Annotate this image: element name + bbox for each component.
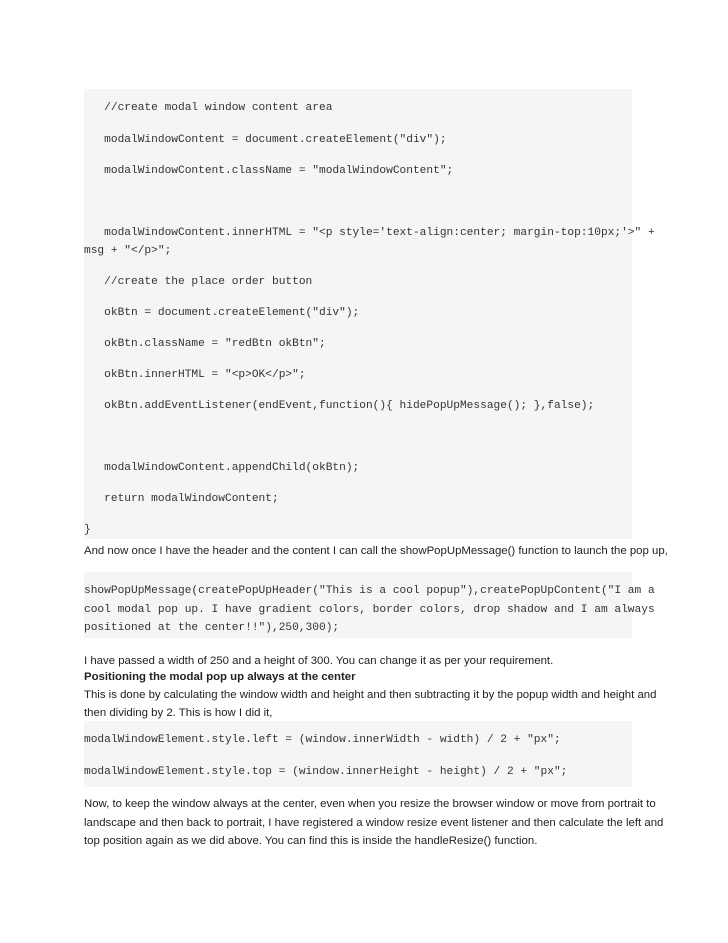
heading-positioning: Positioning the modal pop up always at the center <box>84 671 356 683</box>
paragraph-resize-line: Now, to keep the window always at the center, even when you resize the browser window or move from portrait to <box>84 798 656 810</box>
code-line: modalWindowContent.appendChild(okBtn); <box>84 462 360 474</box>
paragraph-width-height: I have passed a width of 250 and a height of 300. You can change it as per your requirement. <box>84 655 554 667</box>
code-block-showpopup-call <box>84 572 655 638</box>
paragraph-calculation-line: This is done by calculating the window width and height and then subtracting it by the popup width and height and <box>84 689 657 701</box>
code-line: modalWindowElement.style.top = (window.innerHeight - height) / 2 + "px"; <box>84 766 568 778</box>
code-line: modalWindowContent = document.createElement("div"); <box>84 134 447 146</box>
code-line: modalWindowContent.className = "modalWindowContent"; <box>84 165 454 177</box>
code-line: cool modal pop up. I have gradient colors, border colors, drop shadow and I am always <box>84 604 655 616</box>
code-line: msg + "</p>"; <box>84 245 172 257</box>
code-line: okBtn = document.createElement("div"); <box>84 307 360 319</box>
code-line: //create modal window content area <box>84 102 333 114</box>
code-line: } <box>84 524 91 536</box>
code-line: positioned at the center!!"),250,300); <box>84 622 340 634</box>
paragraph-resize-line: top position again as we did above. You can find this is inside the handleResize() function. <box>84 835 538 847</box>
code-line: showPopUpMessage(createPopUpHeader("This is a cool popup"),createPopUpContent("I am a <box>84 585 655 597</box>
paragraph-call-showpopup: And now once I have the header and the content I can call the showPopUpMessage() function to launch the pop up, <box>84 545 668 557</box>
code-block-modal-content <box>84 89 655 539</box>
code-line: okBtn.className = "redBtn okBtn"; <box>84 338 326 350</box>
paragraph-resize-line: landscape and then back to portrait, I have registered a window resize event listener and then calculate the left and <box>84 817 664 829</box>
code-line: okBtn.innerHTML = "<p>OK</p>"; <box>84 369 306 381</box>
paragraph-calculation-line: then dividing by 2. This is how I did it, <box>84 707 273 719</box>
code-line: modalWindowElement.style.left = (window.innerWidth - width) / 2 + "px"; <box>84 734 561 746</box>
code-line: //create the place order button <box>84 276 313 288</box>
code-line: okBtn.addEventListener(endEvent,function(){ hidePopUpMessage(); },false); <box>84 400 595 412</box>
code-block-position-style <box>84 721 632 787</box>
code-line: modalWindowContent.innerHTML = "<p style='text-align:center; margin-top:10px;'>" + <box>84 227 655 239</box>
code-line: return modalWindowContent; <box>84 493 279 505</box>
